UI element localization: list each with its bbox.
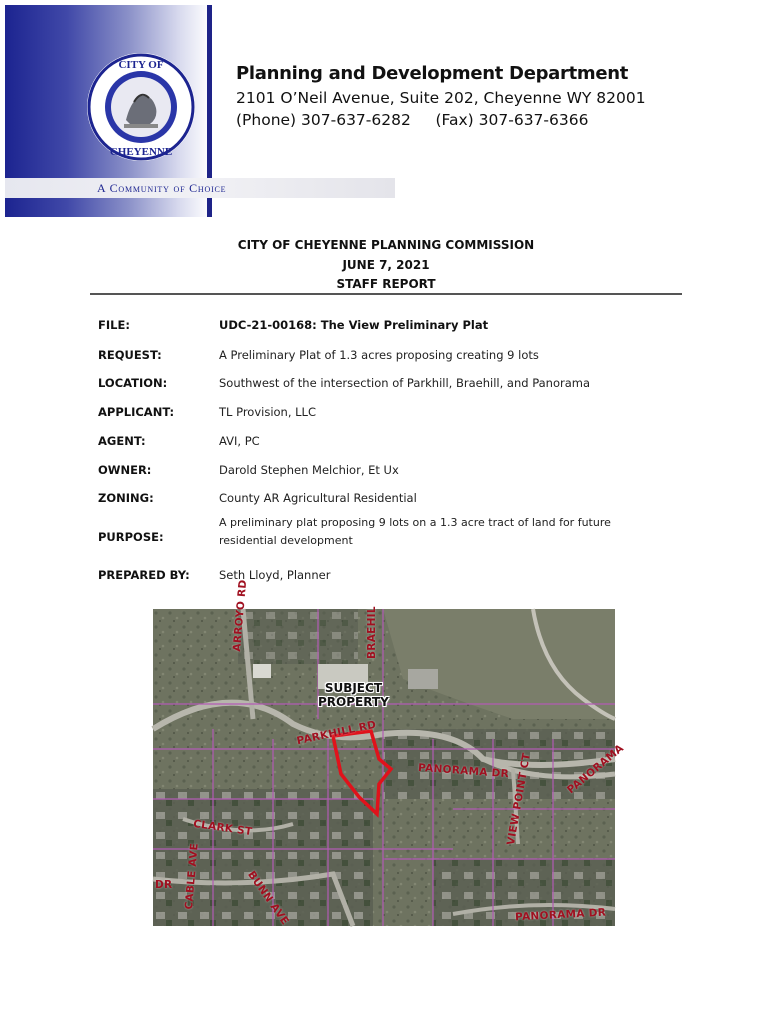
purpose-label: PURPOSE: <box>98 530 164 544</box>
request-label: REQUEST: <box>98 348 162 362</box>
owner-label: OWNER: <box>98 463 152 477</box>
street-label-parkhill: PARKHILL RD <box>295 718 378 748</box>
agent-value: AVI, PC <box>219 434 260 448</box>
subject-property-label <box>318 681 389 709</box>
department-phone-fax: (Phone) 307-637-6282 (Fax) 307-637-6366 <box>236 111 589 129</box>
aerial-location-map <box>153 579 627 928</box>
department-name: Planning and Development Department <box>236 63 629 84</box>
zoning-label: ZONING: <box>98 491 154 505</box>
street-label-bunn: BUNN AVE <box>245 869 292 928</box>
aerial-map-graphic <box>153 609 615 926</box>
agent-label: AGENT: <box>98 434 146 448</box>
purpose-value: A preliminary plat proposing 9 lots on a 1.3 acre tract of land for future residential development <box>219 516 611 547</box>
street-label-arroyo: ARROYO RD <box>231 579 250 653</box>
tagline: A Community of Choice <box>97 181 227 195</box>
svg-text:CHEYENNE: CHEYENNE <box>109 146 173 158</box>
applicant-label: APPLICANT: <box>98 405 175 419</box>
applicant-value: TL Provision, LLC <box>219 405 316 419</box>
street-label-view-point: VIEW POINT CT <box>505 752 534 847</box>
street-label-clark: CLARK ST <box>192 817 254 839</box>
report-heading-title: STAFF REPORT <box>336 277 436 291</box>
street-label-braehill: BRAEHIL <box>366 606 378 659</box>
street-label-dr: DR <box>155 879 173 891</box>
file-value: UDC-21-00168: The View Preliminary Plat <box>219 318 489 332</box>
subject-label-line-2: PROPERTY <box>318 695 389 709</box>
subject-label-line-1: SUBJECT <box>324 681 382 695</box>
street-label-cable: CABLE AVE <box>183 842 201 911</box>
heading-divider <box>90 293 682 295</box>
street-label-panorama-2: PANORAMA <box>565 742 627 797</box>
prepared-by-value: Seth Lloyd, Planner <box>219 568 331 582</box>
department-address: 2101 O’Neil Avenue, Suite 202, Cheyenne WY 82001 <box>236 89 646 107</box>
request-value: A Preliminary Plat of 1.3 acres proposing creating 9 lots <box>219 348 539 362</box>
report-heading-commission: CITY OF CHEYENNE PLANNING COMMISSION <box>237 238 535 252</box>
street-label-panorama-3: PANORAMA DR <box>514 906 607 924</box>
city-seal-logo <box>86 52 196 162</box>
owner-value: Darold Stephen Melchior, Et Ux <box>219 463 399 477</box>
zoning-value: County AR Agricultural Residential <box>219 491 417 505</box>
svg-text:CITY OF: CITY OF <box>118 59 164 71</box>
street-label-panorama-1: PANORAMA DR <box>417 761 510 781</box>
file-label: FILE: <box>98 318 130 332</box>
prepared-by-label: PREPARED BY: <box>98 568 190 582</box>
report-heading-date: JUNE 7, 2021 <box>342 258 430 272</box>
location-value: Southwest of the intersection of Parkhill, Braehill, and Panorama <box>219 376 591 390</box>
location-label: LOCATION: <box>98 376 168 390</box>
